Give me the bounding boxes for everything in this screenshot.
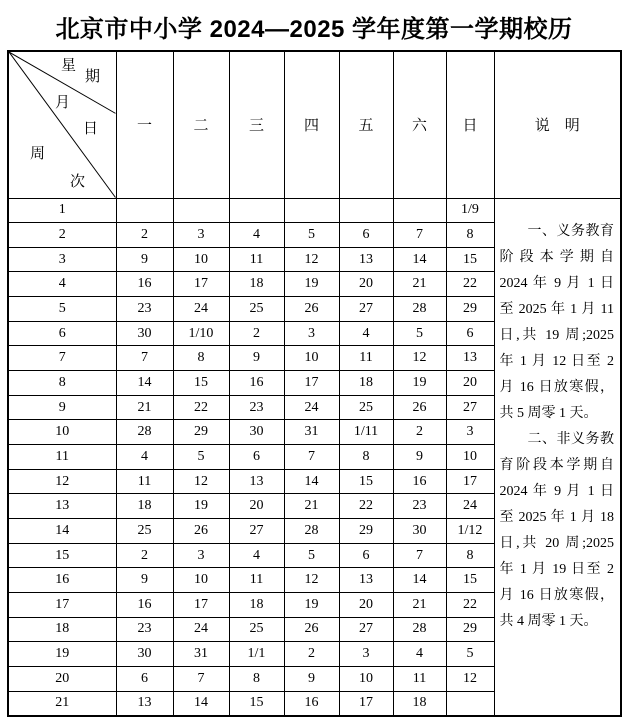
notes-cell xyxy=(494,198,621,716)
date-cell: 10 xyxy=(173,568,229,593)
date-cell: 23 xyxy=(116,297,173,322)
date-cell: 18 xyxy=(393,691,446,716)
week-number-cell: 3 xyxy=(8,247,116,272)
date-cell: 30 xyxy=(116,321,173,346)
date-cell: 6 xyxy=(339,223,393,248)
week-number-cell: 8 xyxy=(8,371,116,396)
date-cell: 12 xyxy=(446,666,494,691)
date-cell: 29 xyxy=(339,519,393,544)
date-cell: 24 xyxy=(284,395,339,420)
date-cell: 16 xyxy=(284,691,339,716)
date-cell: 4 xyxy=(339,321,393,346)
date-cell: 23 xyxy=(393,494,446,519)
weekday-header-4: 四 xyxy=(284,51,339,198)
date-cell: 6 xyxy=(116,666,173,691)
date-cell: 27 xyxy=(339,617,393,642)
notes-header-cell: 说 明 xyxy=(494,51,621,198)
week-number-cell: 17 xyxy=(8,593,116,618)
date-cell: 4 xyxy=(229,223,284,248)
date-cell: 22 xyxy=(173,395,229,420)
date-cell: 11 xyxy=(339,346,393,371)
week-number-cell: 12 xyxy=(8,469,116,494)
corner-label-month: 月 xyxy=(55,95,71,111)
date-cell: 22 xyxy=(446,593,494,618)
date-cell: 2 xyxy=(116,223,173,248)
date-cell: 2 xyxy=(393,420,446,445)
date-cell: 30 xyxy=(116,642,173,667)
date-cell: 21 xyxy=(284,494,339,519)
date-cell: 10 xyxy=(446,445,494,470)
date-cell: 25 xyxy=(229,297,284,322)
date-cell: 14 xyxy=(116,371,173,396)
date-cell: 23 xyxy=(116,617,173,642)
date-cell: 17 xyxy=(284,371,339,396)
date-cell: 14 xyxy=(173,691,229,716)
date-cell: 28 xyxy=(116,420,173,445)
date-cell: 11 xyxy=(229,568,284,593)
date-cell: 27 xyxy=(339,297,393,322)
date-cell: 26 xyxy=(393,395,446,420)
date-cell: 20 xyxy=(339,272,393,297)
date-cell: 29 xyxy=(446,617,494,642)
date-cell: 2 xyxy=(229,321,284,346)
date-cell: 9 xyxy=(284,666,339,691)
date-cell xyxy=(173,198,229,223)
date-cell: 26 xyxy=(284,617,339,642)
date-cell: 10 xyxy=(284,346,339,371)
date-cell: 21 xyxy=(116,395,173,420)
date-cell xyxy=(339,198,393,223)
date-cell: 28 xyxy=(284,519,339,544)
corner-label-weekday-char2: 期 xyxy=(85,69,101,85)
week-number-cell: 21 xyxy=(8,691,116,716)
date-cell: 29 xyxy=(446,297,494,322)
date-cell: 15 xyxy=(229,691,284,716)
date-cell: 30 xyxy=(393,519,446,544)
date-cell: 18 xyxy=(116,494,173,519)
date-cell: 8 xyxy=(229,666,284,691)
date-cell: 29 xyxy=(173,420,229,445)
date-cell: 22 xyxy=(339,494,393,519)
week-number-cell: 14 xyxy=(8,519,116,544)
date-cell: 15 xyxy=(173,371,229,396)
date-cell: 1/1 xyxy=(229,642,284,667)
date-cell: 23 xyxy=(229,395,284,420)
date-cell: 6 xyxy=(229,445,284,470)
date-cell: 19 xyxy=(284,272,339,297)
weekday-header-5: 五 xyxy=(339,51,393,198)
date-cell: 4 xyxy=(229,543,284,568)
date-cell xyxy=(284,198,339,223)
date-cell: 30 xyxy=(229,420,284,445)
date-cell: 5 xyxy=(446,642,494,667)
date-cell: 28 xyxy=(393,297,446,322)
date-cell: 3 xyxy=(284,321,339,346)
date-cell: 26 xyxy=(284,297,339,322)
date-cell: 13 xyxy=(446,346,494,371)
date-cell: 3 xyxy=(446,420,494,445)
date-cell: 16 xyxy=(116,272,173,297)
note-paragraph-1: 一、义务教育阶段本学期自 2024 年 9 月 1 日至 2025 年 1 月 11 日,共 19 周;2025 年 1 月 12 日至 2 月 16 日放寒假，共 5 周零 1 天。 xyxy=(499,223,614,421)
weekday-header-1: 一 xyxy=(116,51,173,198)
week-number-cell: 20 xyxy=(8,666,116,691)
date-cell: 27 xyxy=(446,395,494,420)
date-cell: 11 xyxy=(229,247,284,272)
date-cell: 5 xyxy=(393,321,446,346)
corner-label-week-char1: 周 xyxy=(30,146,46,162)
corner-header-cell xyxy=(8,51,116,198)
week-number-cell: 7 xyxy=(8,346,116,371)
week-number-cell: 18 xyxy=(8,617,116,642)
date-cell: 9 xyxy=(116,247,173,272)
date-cell: 25 xyxy=(339,395,393,420)
date-cell: 26 xyxy=(173,519,229,544)
date-cell: 17 xyxy=(173,272,229,297)
date-cell: 8 xyxy=(173,346,229,371)
date-cell: 13 xyxy=(339,568,393,593)
week-number-cell: 1 xyxy=(8,198,116,223)
week-row xyxy=(8,198,621,223)
date-cell: 18 xyxy=(339,371,393,396)
date-cell: 12 xyxy=(284,247,339,272)
header-row xyxy=(8,51,621,198)
date-cell: 5 xyxy=(173,445,229,470)
date-cell: 3 xyxy=(173,223,229,248)
weekday-header-7: 日 xyxy=(446,51,494,198)
date-cell: 14 xyxy=(393,568,446,593)
date-cell xyxy=(116,198,173,223)
date-cell: 21 xyxy=(393,272,446,297)
date-cell: 24 xyxy=(173,617,229,642)
date-cell: 20 xyxy=(446,371,494,396)
date-cell: 17 xyxy=(173,593,229,618)
date-cell: 2 xyxy=(116,543,173,568)
date-cell: 24 xyxy=(173,297,229,322)
date-cell: 10 xyxy=(339,666,393,691)
date-cell: 1/10 xyxy=(173,321,229,346)
date-cell: 14 xyxy=(393,247,446,272)
date-cell: 21 xyxy=(393,593,446,618)
date-cell: 7 xyxy=(173,666,229,691)
date-cell: 12 xyxy=(284,568,339,593)
date-cell: 20 xyxy=(339,593,393,618)
date-cell: 31 xyxy=(284,420,339,445)
date-cell xyxy=(229,198,284,223)
week-number-cell: 15 xyxy=(8,543,116,568)
week-number-cell: 4 xyxy=(8,272,116,297)
date-cell: 7 xyxy=(116,346,173,371)
date-cell: 19 xyxy=(173,494,229,519)
date-cell: 9 xyxy=(229,346,284,371)
date-cell: 6 xyxy=(446,321,494,346)
date-cell: 25 xyxy=(229,617,284,642)
date-cell: 6 xyxy=(339,543,393,568)
date-cell: 5 xyxy=(284,223,339,248)
date-cell: 16 xyxy=(229,371,284,396)
date-cell: 2 xyxy=(284,642,339,667)
date-cell: 9 xyxy=(393,445,446,470)
week-number-cell: 5 xyxy=(8,297,116,322)
date-cell: 15 xyxy=(339,469,393,494)
date-cell: 7 xyxy=(393,543,446,568)
date-cell: 3 xyxy=(173,543,229,568)
date-cell: 8 xyxy=(446,223,494,248)
calendar-table xyxy=(7,50,622,717)
date-cell: 4 xyxy=(116,445,173,470)
date-cell: 1/12 xyxy=(446,519,494,544)
date-cell: 28 xyxy=(393,617,446,642)
date-cell: 12 xyxy=(173,469,229,494)
date-cell: 17 xyxy=(446,469,494,494)
week-number-cell: 9 xyxy=(8,395,116,420)
date-cell: 15 xyxy=(446,568,494,593)
date-cell: 8 xyxy=(446,543,494,568)
week-number-cell: 2 xyxy=(8,223,116,248)
date-cell: 13 xyxy=(116,691,173,716)
date-cell: 25 xyxy=(116,519,173,544)
note-paragraph-2: 二、非义务教育阶段本学期自 2024 年 9 月 1 日至 2025 年 1 月 18 日,共 20 周;2025 年 1 月 19 日至 2 月 16 日放寒假，共 4 周零 1 天。 xyxy=(499,431,614,629)
date-cell: 8 xyxy=(339,445,393,470)
date-cell: 24 xyxy=(446,494,494,519)
date-cell: 19 xyxy=(393,371,446,396)
date-cell: 22 xyxy=(446,272,494,297)
date-cell: 11 xyxy=(393,666,446,691)
corner-label-weekday-char1: 星 xyxy=(61,58,77,74)
date-cell: 16 xyxy=(116,593,173,618)
date-cell: 11 xyxy=(116,469,173,494)
date-cell: 4 xyxy=(393,642,446,667)
date-cell: 31 xyxy=(173,642,229,667)
date-cell: 5 xyxy=(284,543,339,568)
date-cell: 20 xyxy=(229,494,284,519)
date-cell: 13 xyxy=(339,247,393,272)
weekday-header-3: 三 xyxy=(229,51,284,198)
corner-label-week-char2: 次 xyxy=(70,174,86,190)
date-cell: 9 xyxy=(116,568,173,593)
week-number-cell: 6 xyxy=(8,321,116,346)
week-number-cell: 13 xyxy=(8,494,116,519)
date-cell: 27 xyxy=(229,519,284,544)
date-cell: 16 xyxy=(393,469,446,494)
date-cell: 7 xyxy=(284,445,339,470)
weekday-header-6: 六 xyxy=(393,51,446,198)
date-cell: 17 xyxy=(339,691,393,716)
corner-label-day: 日 xyxy=(83,121,99,137)
date-cell: 1/11 xyxy=(339,420,393,445)
date-cell: 10 xyxy=(173,247,229,272)
date-cell: 13 xyxy=(229,469,284,494)
date-cell: 12 xyxy=(393,346,446,371)
date-cell: 15 xyxy=(446,247,494,272)
page-title: 北京市中小学 2024—2025 学年度第一学期校历 xyxy=(55,16,573,43)
date-cell: 1/9 xyxy=(446,198,494,223)
week-number-cell: 19 xyxy=(8,642,116,667)
date-cell: 18 xyxy=(229,593,284,618)
date-cell: 3 xyxy=(339,642,393,667)
date-cell xyxy=(446,691,494,716)
week-number-cell: 16 xyxy=(8,568,116,593)
date-cell: 7 xyxy=(393,223,446,248)
week-number-cell: 10 xyxy=(8,420,116,445)
date-cell: 14 xyxy=(284,469,339,494)
date-cell: 19 xyxy=(284,593,339,618)
date-cell: 18 xyxy=(229,272,284,297)
weekday-header-2: 二 xyxy=(173,51,229,198)
date-cell xyxy=(393,198,446,223)
week-number-cell: 11 xyxy=(8,445,116,470)
